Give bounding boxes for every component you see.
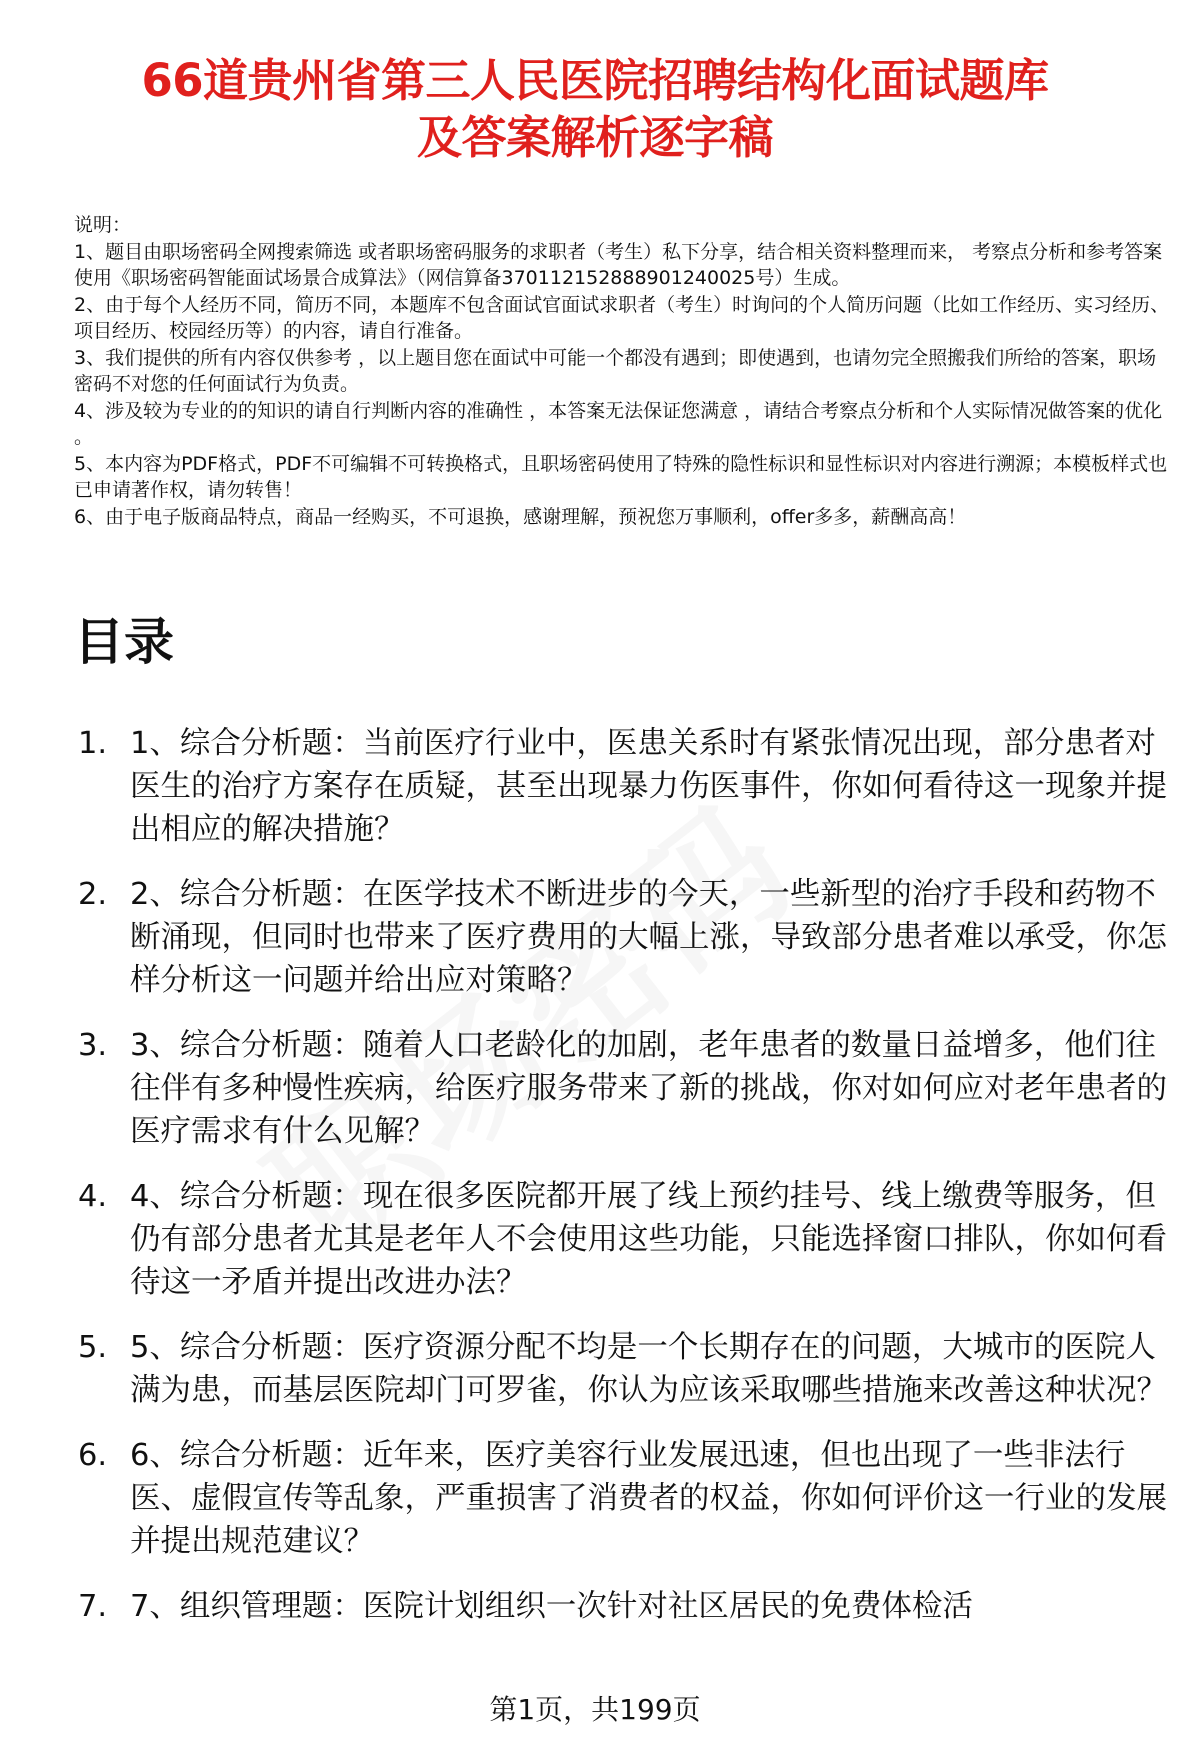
toc-entry-text: 2、综合分析题：在医学技术不断进步的今天，一些新型的治疗手段和药物不断涌现，但同时也带来了医疗费用的大幅上涨，导致部分患者难以承受，你怎样分析这一问题并给出应对策略？ [130, 877, 1167, 998]
disclaimer-notes [74, 212, 1170, 530]
page-number-footer: 第1页，共199页 [489, 1693, 701, 1726]
toc-entry-number: 3. [78, 1028, 108, 1063]
toc-entry-text: 1、综合分析题：当前医疗行业中，医患关系时有紧张情况出现，部分患者对医生的治疗方案存在质疑，甚至出现暴力伤医事件，你如何看待这一现象并提出相应的解决措施？ [130, 726, 1167, 847]
toc-entry-number: 5. [78, 1330, 108, 1365]
toc-entry-text: 7、组织管理题：医院计划组织一次针对社区居民的免费体检活 [130, 1589, 973, 1624]
toc-entry-text: 6、综合分析题：近年来，医疗美容行业发展迅速，但也出现了一些非法行医、虚假宣传等乱象，严重损害了消费者的权益，你如何评价这一行业的发展并提出规范建议？ [130, 1438, 1167, 1559]
toc-entry-number: 2. [78, 877, 108, 912]
toc-entry-number: 7. [78, 1589, 108, 1624]
toc-entry-text: 5、综合分析题：医疗资源分配不均是一个长期存在的问题，大城市的医院人满为患，而基层医院却门可罗雀，你认为应该采取哪些措施来改善这种状况？ [130, 1330, 1167, 1408]
note-item: 1、题目由职场密码全网搜索筛选 或者职场密码服务的求职者（考生）私下分享，结合相关资料整理而来， 考察点分析和参考答案使用《职场密码智能面试场景合成算法》（网信算备370112152888901240025号）生成。 [74, 240, 1163, 289]
toc-heading: 目录 [74, 613, 174, 671]
note-item: 5、本内容为PDF格式，PDF不可编辑不可转换格式，且职场密码使用了特殊的隐性标识和显性标识对内容进行溯源；本模板样式也已申请著作权，请勿转售！ [74, 452, 1168, 501]
toc-entry[interactable] [78, 1434, 1173, 1563]
notes-heading: 说明： [74, 214, 132, 236]
toc-entry[interactable] [78, 1175, 1173, 1304]
toc-entry[interactable] [78, 1326, 1173, 1412]
toc-entry-text: 4、综合分析题：现在很多医院都开展了线上预约挂号、线上缴费等服务，但仍有部分患者尤其是老年人不会使用这些功能，只能选择窗口排队，你如何看待这一矛盾并提出改进办法？ [130, 1179, 1167, 1300]
toc-entry[interactable] [78, 1585, 1173, 1628]
toc-entry-number: 4. [78, 1179, 108, 1214]
note-item: 6、由于电子版商品特点，商品一经购买，不可退换，感谢理解，预祝您万事顺利，offer多多，薪酬高高！ [74, 505, 967, 528]
toc-entry-number: 6. [78, 1438, 108, 1473]
table-of-contents [78, 722, 1173, 1650]
document-title [60, 52, 1130, 166]
document-title-line-1: 66道贵州省第三人民医院招聘结构化面试题库 [141, 54, 1049, 107]
toc-entry-text: 3、综合分析题：随着人口老龄化的加剧，老年患者的数量日益增多，他们往往伴有多种慢性疾病，给医疗服务带来了新的挑战，你对如何应对老年患者的医疗需求有什么见解？ [130, 1028, 1167, 1149]
toc-entry[interactable] [78, 1024, 1173, 1153]
document-title-line-2: 及答案解析逐字稿 [416, 111, 773, 164]
toc-entry-number: 1. [78, 726, 108, 761]
note-item: 3、我们提供的所有内容仅供参考 ，以上题目您在面试中可能一个都没有遇到；即使遇到，也请勿完全照搬我们所给的答案，职场密码不对您的任何面试行为负责。 [74, 346, 1157, 395]
toc-entry[interactable] [78, 722, 1173, 851]
toc-entry[interactable] [78, 873, 1173, 1002]
note-item: 4、涉及较为专业的的知识的请自行判断内容的准确性 ，本答案无法保证您满意 ，请结合考察点分析和个人实际情况做答案的优化 。 [74, 399, 1163, 448]
note-item: 2、由于每个人经历不同，简历不同，本题库不包含面试官面试求职者（考生）时询问的个人简历问题（比如工作经历、实习经历、项目经历、校园经历等）的内容，请自行准备。 [74, 293, 1170, 342]
